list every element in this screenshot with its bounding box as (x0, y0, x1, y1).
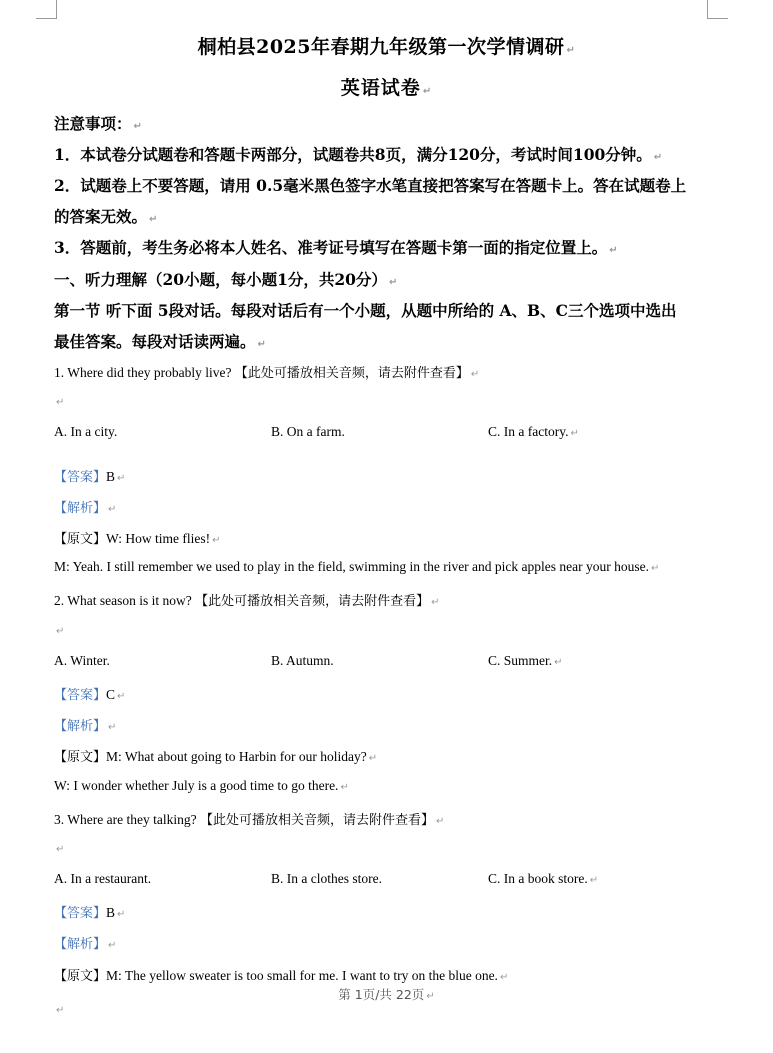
question-3-transcript-line-1: 【原文】M: The yellow sweater is too small for me. I want to try on the blue one. ↵ (54, 968, 509, 984)
question-2-answer: 【答案】C ↵ (54, 687, 126, 703)
part1-instruction-line-1: 第一节 听下面 5段对话。每段对话后有一个小题，从题中所给的 A、B、C三个选项中选出 (54, 301, 677, 320)
crop-mark-top-right (707, 0, 728, 19)
question-2-analysis: 【解析】 ↵ (54, 719, 117, 734)
notes-heading: 注意事项： ↵ (54, 114, 142, 133)
question-1-stem: 1. Where did they probably live? 【此处可播放相关音频，请去附件查看】 ↵ (54, 365, 480, 381)
question-3-option-b: B. In a clothes store. (271, 871, 382, 886)
question-2-option-c: C. Summer. ↵ (488, 653, 563, 668)
part1-instruction-line-2: 最佳答案。每段对话读两遍。 ↵ (54, 332, 266, 351)
question-1-answer: 【答案】B ↵ (54, 469, 126, 485)
empty-paragraph: ↵ (56, 1005, 65, 1016)
empty-paragraph: ↵ (56, 844, 65, 855)
empty-paragraph: ↵ (56, 397, 65, 408)
document-title: 桐柏县2025年春期九年级第一次学情调研 ↵ (197, 36, 576, 58)
question-3-stem: 3. Where are they talking? 【此处可播放相关音频，请去附件查看】 ↵ (54, 812, 445, 828)
question-1-analysis: 【解析】 ↵ (54, 501, 117, 516)
question-3-analysis: 【解析】 ↵ (54, 937, 117, 952)
question-1-option-b: B. On a farm. (271, 424, 345, 439)
empty-paragraph: ↵ (56, 626, 65, 637)
section-heading: 一、听力理解（20小题，每小题1分，共20分） ↵ (54, 270, 398, 289)
notes-item-1: 1．本试卷分试题卷和答题卡两部分，试题卷共8页，满分120分，考试时间100分钟。 ↵ (54, 145, 663, 164)
question-1-option-c: C. In a factory. ↵ (488, 424, 579, 439)
question-2-stem: 2. What season is it now? 【此处可播放相关音频，请去附件查看】 ↵ (54, 593, 440, 609)
question-1-transcript-line-2: M: Yeah. I still remember we used to play in the field, swimming in the river and pick apples near your house. ↵ (54, 559, 660, 574)
document-subtitle: 英语试卷 ↵ (340, 77, 433, 99)
question-2-transcript-line-2: W: I wonder whether July is a good time to go there. ↵ (54, 778, 349, 793)
crop-mark-top-left (36, 0, 57, 19)
notes-item-3: 3．答题前，考生务必将本人姓名、准考证号填写在答题卡第一面的指定位置上。 ↵ (54, 238, 618, 257)
question-1-transcript-line-1: 【原文】W: How time flies! ↵ (54, 531, 221, 547)
question-2-transcript-line-1: 【原文】M: What about going to Harbin for our holiday? ↵ (54, 749, 378, 765)
question-1-option-a: A. In a city. (54, 424, 118, 439)
notes-item-2-line-1: 2．试题卷上不要答题，请用 0.5毫米黑色签字水笔直接把答案写在答题卡上。答在试题卷上 (54, 176, 687, 195)
notes-item-2-line-2: 的答案无效。 ↵ (54, 207, 158, 226)
question-3-option-c: C. In a book store. ↵ (488, 871, 599, 886)
question-2-option-b: B. Autumn. (271, 653, 334, 668)
question-2-option-a: A. Winter. (54, 653, 110, 668)
page-footer: 第 1页/共 22页 ↵ (338, 987, 435, 1002)
question-3-answer: 【答案】B ↵ (54, 905, 126, 921)
question-3-option-a: A. In a restaurant. (54, 871, 152, 886)
